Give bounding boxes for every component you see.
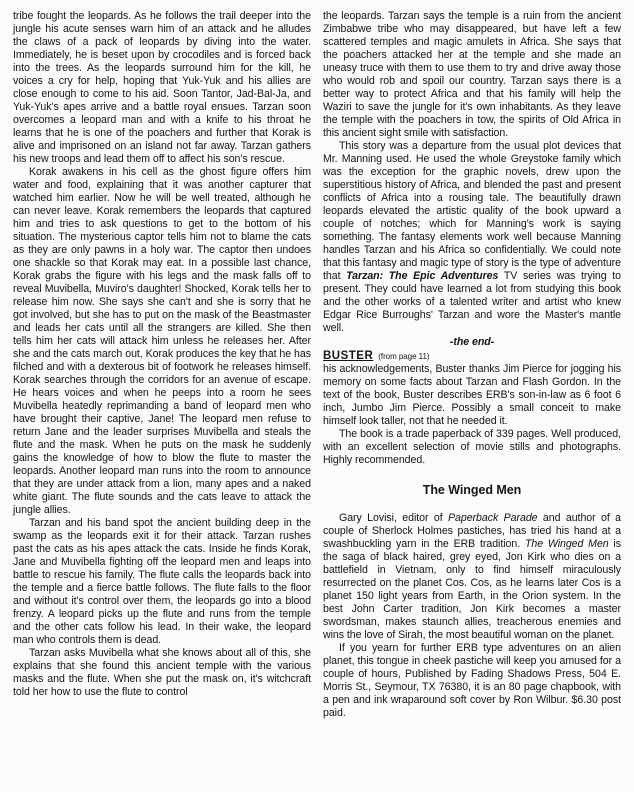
paragraph bbox=[323, 512, 621, 642]
text-run: Gary Lovisi, editor of bbox=[339, 512, 449, 524]
paragraph: Tarzan and his band spot the ancient building deep in the swamp as the leopards exit it for their attack. Tarzan rushes past the cats as his apes attack the cats. Inside he finds Korak, Jane and Muvibella fighting off the leopard men and leaps into battle to rescue his family. The flute calls the leopards back into the temple and a fierce battle follows. The flute falls to the floor and without it's control over them, the leopards go into a blood frenzy. A leopard picks up the flute and runs from the temple and the other cats follow his lead. In their wake, the leopard man who controls them is dead. bbox=[13, 517, 311, 646]
paragraph: Tarzan asks Muvibella what she knows about all of this, she explains that she found this ancient temple with the various masks and the flute. When she put the mask on, it's witchcraft told her how to use the flute to control bbox=[13, 647, 311, 698]
text-run: This story was a departure from the usual plot devices that Mr. Manning used. He used the whole Greystoke family which was the exception for the graphic novels, drew upon the superstitious history of Africa, and blended the past and present conflicts of Africa into a rousing tale. The beautifully drawn leopards elevated the artistic quality of the book upward a couple of notches; which for Manning's work is saying something. The fantasy elements work well because Manning handles Tarzan and his Africa so confidentially. We could note that this fantasy and magic type of story is the type of adventure that bbox=[323, 140, 621, 282]
paragraph: The book is a trade paperback of 339 pages. Well produced, with an excellent selection of movie stills and photographs. Highly recommended. bbox=[323, 428, 621, 466]
book-title: The Winged Men bbox=[524, 538, 609, 550]
text-run: and author of a couple of Sherlock Holmes pastiches, has tried his hand at a swashbuckling yarn in the ERB tradition. bbox=[323, 512, 622, 550]
paragraph: his acknowledgements, Buster thanks Jim Pierce for jogging his memory on some facts about Tarzan and Flash Gordon. In the text of the book, Buster describes ERB's son-in-law as 6 foot 6 inch, Jumbo Jim Pierce. Possibly a small conceit to make himself look taller, not that he needed it. bbox=[323, 363, 621, 427]
paragraph: If you yearn for further ERB type adventures on an alien planet, this tongue in cheek pastiche will keep you amused for a couple of hours, Published by Fading Shadows Press, 504 E. Morris St., Seymour, TX 76380, it is an 80 page chapbook, with a pen and ink wraparound soft cover by Ron Wilbur. $6.30 post paid. bbox=[323, 642, 621, 719]
paragraph: the leopards. Tarzan says the temple is a ruin from the ancient Zimbabwe tribe who may disappeared, but have left a few scattered temples and magic amulets in Africa. She says that the poachers attacked her at the temple and she made an uneasy truce with them to use them to try and drive away those who would rob and spoil our country. Tarzan says there is a better way to protect Africa and that his family will help the Waziri to save the jungle for it's own inhabitants. As they leave the temple with the poachers in tow, the spirits of Old Africa in this ancient sight smile with satisfaction. bbox=[323, 10, 621, 139]
tv-series-title: Tarzan: The Epic Adventures bbox=[346, 270, 499, 282]
right-column bbox=[323, 10, 621, 720]
left-column bbox=[13, 10, 311, 699]
text-run: TV series was trying to present. They could have learned a lot from studying this book and the other works of a talented writer and artist who knew Edgar Rice Burroughs' Tarzan and wore the Master's mantle well. bbox=[323, 270, 621, 334]
section-title: The Winged Men bbox=[422, 483, 522, 497]
paragraph bbox=[323, 140, 621, 335]
paragraph: tribe fought the leopards. As he follows the trail deeper into the jungle his acute senses warn him of an attack and he alludes the claws of a pack of leopards by diving into the water. Immediately, he is beset upon by crocodiles and is forced back into the trees. As the leopards surround him for the kill, he voices a cry for help, hoping that Yuk-Yuk and his allies are close enough to come to his aid. Soon Tantor, Jad-Bal-Ja, and Yuk-Yuk's apes arrive and a battle royal ensues. Tarzan soon overcomes a leopard man and with a knife to his throat he learns that he is one of the poachers and further that Korak is alive and imprisoned on an island not far away. Tarzan gathers his new troops and lead them off to affect his son's rescue. bbox=[13, 10, 311, 165]
publication-title: Paperback Parade bbox=[448, 512, 538, 524]
continuation-from: (from page 11) bbox=[378, 352, 430, 361]
continuation-heading bbox=[323, 350, 621, 363]
end-marker: -the end- bbox=[449, 336, 495, 348]
text-run: is the saga of black haired, grey eyed, Jon Kirk who dies on a battlefield in Vietnam, only to find himself miraculously resurrected on the planet Cos. Cos, as he learns later Cos is a planet 150 light years from Earth, in the Orion system. In the best John Carter tradition, Jon Kirk becomes a master swordsman, makes staunch allies, treacherous enemies and wins the love of Sirah, the most beautiful woman on the planet. bbox=[323, 538, 621, 641]
continuation-label: BUSTER bbox=[323, 350, 374, 362]
paragraph: Korak awakens in his cell as the ghost figure offers him water and food, explaining that it was another capturer that watched him earlier. Now he will be well treated, although he can never leave. Korak remembers the leopards that captured him and tries to ask questions to get to the bottom of his situation. The mysterious captor tells him not to blame the cats as they are only pawns in a holy war. The captor then undoes one shackle so that Korak may eat. In a possible last chance, Korak grabs the figure with his legs and the mask falls off to reveal Muvibella, Muviro's daughter! Shocked, Korak tells her to release him now. She says she can't and she is sorry that he got involved, but she has to put on the mask of the Beastmaster and leads her cats until all the strangers are killed. She then tells him her cats will attack him unless he releases her. After she and the cats march out, Korak produces the key that he has filched and with a dexterous bit of footwork he releases himself. Korak searches through the corridors for an avenue of escape. He hears voices and when he peeps into a room he sees Muvibella heatedly reprimanding a band of leopard men who have brought their captive, Jane! The leopard men refuse to return Jane and the leader surprises Muvibella and steals the flute and the mask. When he puts on the mask he suddenly gains the knowledge of how to blow the flute to master the leopards. Another leopard man runs into the room to announce that they are under attack from a lion, many apes and a naked white giant. The flute sounds and the cats leave to attack the jungle allies. bbox=[13, 166, 311, 516]
